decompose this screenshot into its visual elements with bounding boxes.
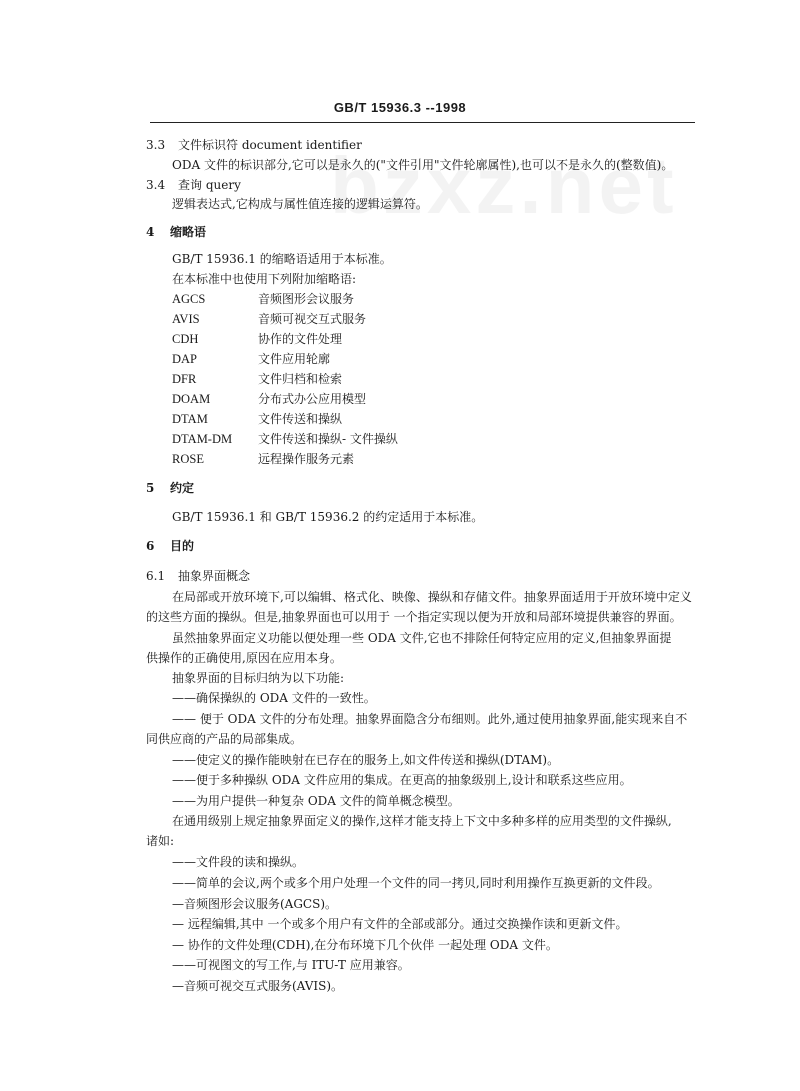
list-item: — 协作的文件处理(CDH),在分布环境下几个伙伴 一起处理 ODA 文件。 (172, 938, 558, 952)
abbr-term: DOAM (172, 392, 211, 406)
abbr-term: DFR (172, 372, 197, 386)
paragraph-line: 同供应商的产品的局部集成。 (146, 732, 303, 746)
paragraph-line: 的这些方面的操纵。但是,抽象界面也可以用于 一个指定实现以便为开放和局部环境提供兼容的界面。 (146, 610, 682, 624)
section-title: 目的 (170, 539, 195, 553)
section-number: 6 (146, 539, 155, 553)
abbr-term: DTAM (172, 412, 208, 426)
section-title: 缩略语 (170, 225, 207, 239)
list-item: —音频可视交互式服务(AVIS)。 (172, 979, 344, 993)
section-number: 3.4 (146, 178, 166, 192)
section-number: 5 (146, 481, 155, 495)
list-item: ——可视图文的写工作,与 ITU-T 应用兼容。 (172, 958, 410, 972)
list-item: —— 便于 ODA 文件的分布处理。抽象界面隐含分布细则。此外,通过使用抽象界面,能实现来自不 (172, 712, 688, 726)
header-rule (150, 122, 695, 123)
paragraph: 逻辑表达式,它构成与属性值连接的逻辑运算符。 (172, 197, 428, 211)
list-item: ——使定义的操作能映射在已存在的服务上,如文件传送和操纵(DTAM)。 (172, 753, 560, 767)
paragraph-line: 在通用级别上规定抽象界面定义的操作,这样才能支持上下文中多种多样的应用类型的文件操纵, (172, 814, 672, 828)
paragraph-line: 虽然抽象界面定义功能以便处理一些 ODA 文件,它也不排除任何特定应用的定义,但抽象界面提 (172, 631, 672, 645)
abbr-def: 文件应用轮廓 (258, 352, 331, 366)
abbr-def: 远程操作服务元素 (258, 452, 355, 466)
abbr-def: 分布式办公应用模型 (258, 392, 367, 406)
section-title: 文件标识符 document identifier (178, 138, 362, 152)
abbr-term: AGCS (172, 292, 206, 306)
list-item: ——便于多种操纵 ODA 文件应用的集成。在更高的抽象级别上,设计和联系这些应用。 (172, 773, 632, 787)
section-number: 6.1 (146, 569, 166, 583)
abbr-term: DAP (172, 352, 198, 366)
paragraph: 在本标准中也使用下列附加缩略语: (172, 272, 357, 286)
watermark (330, 140, 678, 232)
list-item: ——为用户提供一种复杂 ODA 文件的简单概念模型。 (172, 794, 460, 808)
section-number: 3.3 (146, 138, 166, 152)
paragraph: GB/T 15936.1 和 GB/T 15936.2 的约定适用于本标准。 (172, 510, 484, 524)
list-item: ——确保操纵的 ODA 文件的一致性。 (172, 691, 376, 705)
list-item: ——简单的会议,两个或多个用户处理一个文件的同一拷贝,同时利用操作互换更新的文件段。 (172, 876, 660, 890)
abbr-def: 音频图形会议服务 (258, 292, 355, 306)
paragraph-line: 在局部或开放环境下,可以编辑、格式化、映像、操纵和存储文件。抽象界面适用于开放环境中定义 (172, 590, 692, 604)
list-item: — 远程编辑,其中 一个或多个用户有文件的全部或部分。通过交换操作读和更新文件。 (172, 917, 628, 931)
paragraph: ODA 文件的标识部分,它可以是永久的("文件引用"文件轮廓属性),也可以不是永久的(整数值)。 (172, 158, 674, 172)
abbr-def: 协作的文件处理 (258, 332, 343, 346)
paragraph-line: 诸如: (146, 834, 175, 848)
section-title: 约定 (170, 481, 195, 495)
abbr-term: DTAM-DM (172, 432, 233, 446)
abbr-term: AVIS (172, 312, 200, 326)
paragraph-line: 抽象界面的目标归纳为以下功能: (172, 671, 345, 685)
list-item: ——文件段的读和操纵。 (172, 855, 305, 869)
page-header: GB/T 15936.3 --1998 (333, 100, 467, 115)
abbr-term: ROSE (172, 452, 204, 466)
section-number: 4 (146, 225, 155, 239)
paragraph: GB/T 15936.1 的缩略语适用于本标准。 (172, 252, 392, 266)
abbr-def: 音频可视交互式服务 (258, 312, 367, 326)
section-title: 查询 query (178, 178, 241, 192)
abbr-def: 文件传送和操纵 (258, 412, 343, 426)
paragraph-line: 供操作的正确使用,原因在应用本身。 (146, 651, 342, 665)
list-item: —音频图形会议服务(AGCS)。 (172, 897, 338, 911)
section-title: 抽象界面概念 (178, 569, 251, 583)
abbr-def: 文件归档和检索 (258, 372, 343, 386)
abbr-term: CDH (172, 332, 199, 346)
abbr-def: 文件传送和操纵- 文件操纵 (258, 432, 398, 446)
